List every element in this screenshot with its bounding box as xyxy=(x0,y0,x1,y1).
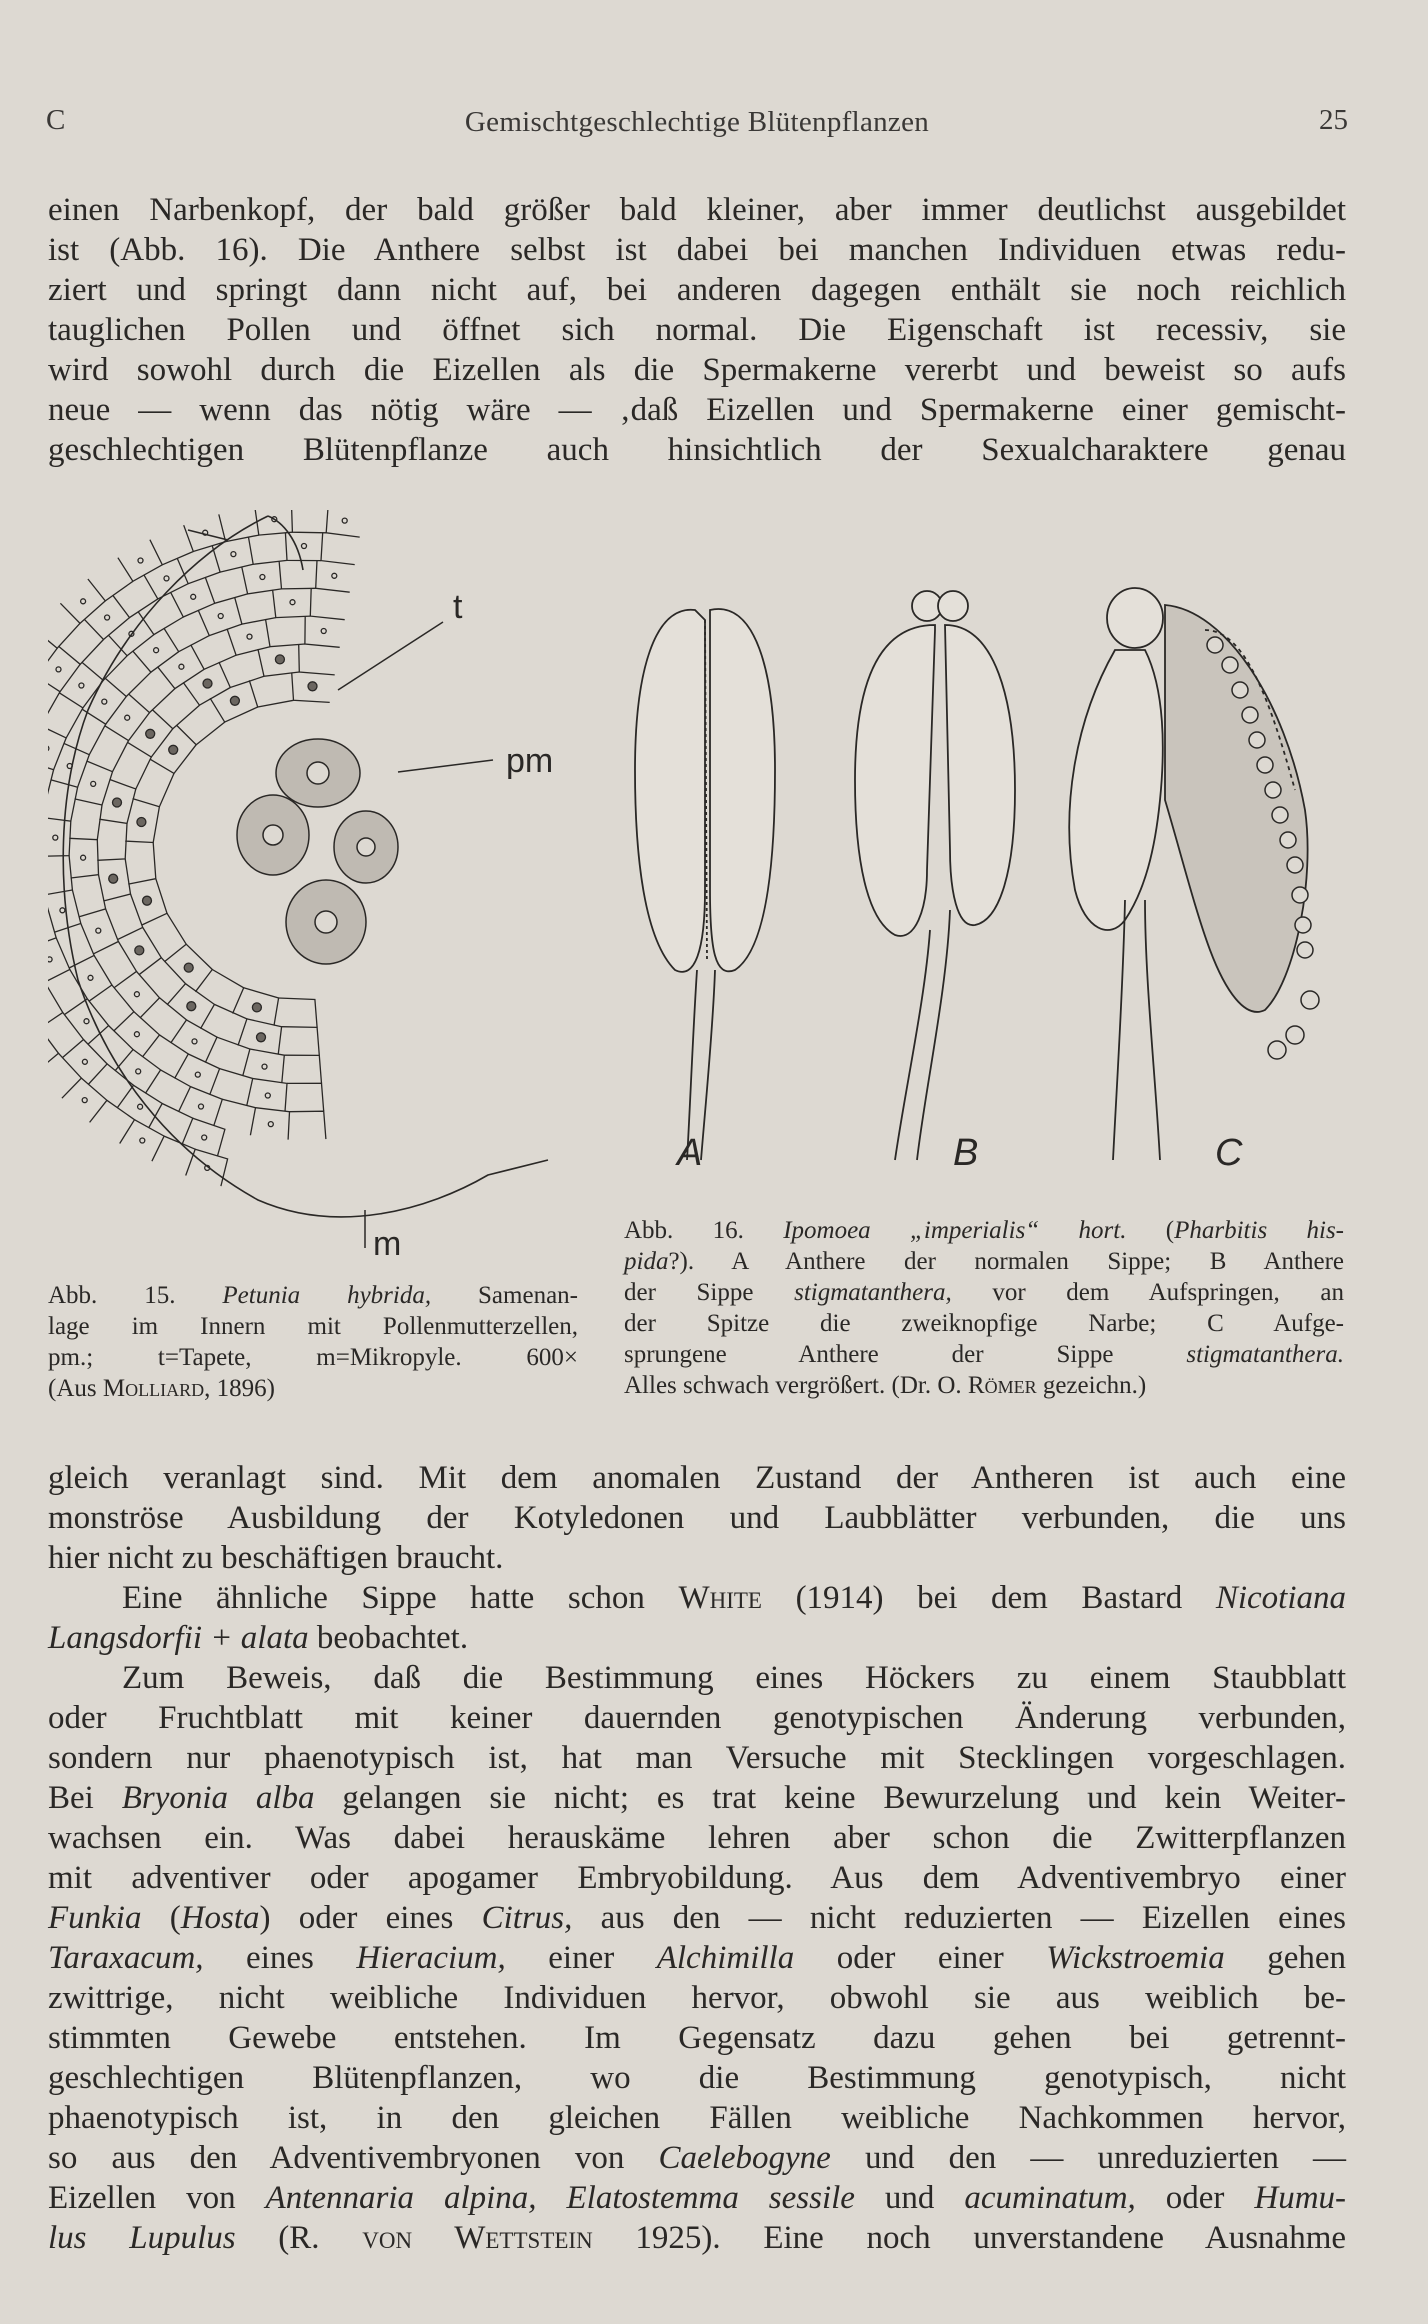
tissue-cell xyxy=(217,1037,250,1076)
tissue-cell xyxy=(138,612,183,635)
species-name: acuminatum, xyxy=(964,2180,1136,2216)
cell-nucleus xyxy=(290,600,295,605)
tissue-cell xyxy=(133,651,179,672)
pollen-grain xyxy=(1287,857,1303,873)
label-a: A xyxy=(677,1132,703,1174)
tissue-cell xyxy=(48,623,80,648)
caption-text: sprungene Anthere der Sippe xyxy=(624,1341,1187,1368)
cell-nucleus xyxy=(146,729,155,738)
tissue-cell xyxy=(212,970,243,1014)
label-m: m xyxy=(373,1225,402,1260)
cell-nucleus xyxy=(56,667,61,672)
cell-nucleus xyxy=(81,855,86,860)
cell-nucleus xyxy=(268,1122,273,1127)
tissue-cell xyxy=(188,1054,219,1095)
text-line xyxy=(48,1938,1346,1978)
species-name: Nicotiana xyxy=(1215,1580,1346,1616)
tissue-cell xyxy=(152,705,199,729)
cell-nucleus xyxy=(96,928,101,933)
caption-line: lage im Innern mit Pollenmutterzellen, xyxy=(48,1313,578,1340)
tissue-cell xyxy=(219,662,264,688)
figure-16-drawing xyxy=(605,550,1350,1180)
tissue-cell xyxy=(69,805,102,840)
section-letter: C xyxy=(46,104,66,136)
tissue-cell xyxy=(150,540,193,565)
tissue-cell xyxy=(161,958,185,1005)
tissue-cell xyxy=(64,969,87,1014)
tissue-cell xyxy=(158,667,205,689)
author-name: Römer xyxy=(967,1372,1037,1399)
tissue-cell xyxy=(110,757,152,789)
text-run: oder einer xyxy=(794,1940,1047,1976)
tissue-cell xyxy=(326,510,360,537)
text-run: oder xyxy=(1135,2180,1255,2216)
author-name: White xyxy=(678,1580,762,1616)
tissue-cell xyxy=(162,1104,193,1145)
cell-nucleus xyxy=(191,594,196,599)
tissue-cell xyxy=(109,1026,134,1071)
caption-figure-15 xyxy=(48,1280,578,1404)
text-line: sondern nur phaenotypisch ist, hat man Versuche mit Stecklingen vorgeschlagen. xyxy=(48,1740,1346,1776)
species-name: Hosta xyxy=(180,1900,260,1936)
tissue-cell xyxy=(176,722,224,745)
caption-figure-16 xyxy=(624,1215,1344,1401)
species-name: pida xyxy=(624,1248,669,1275)
cell-nucleus xyxy=(195,1072,200,1077)
tissue-cell xyxy=(310,588,344,620)
tissue-cell xyxy=(256,1108,290,1140)
text-run: gehen xyxy=(1224,1940,1346,1976)
cell-nucleus xyxy=(275,655,284,664)
text-line: wird sowohl durch die Eizellen als die Spermakerne vererbt und beweist so aufs xyxy=(48,352,1346,388)
species-name: Citrus, xyxy=(481,1900,573,1936)
caption-text: gezeichn.) xyxy=(1036,1372,1147,1399)
tissue-cell xyxy=(69,924,94,969)
tissue-cell xyxy=(75,772,113,805)
tissue-cell xyxy=(249,680,293,707)
caption-label: Abb. 16. xyxy=(624,1217,784,1244)
tissue-cell xyxy=(191,1087,223,1126)
tissue-cell xyxy=(105,672,151,696)
species-name: Funkia xyxy=(48,1900,142,1936)
species-name: Taraxacum, xyxy=(48,1940,204,1976)
text-line xyxy=(48,1618,1346,1658)
tissue-cell xyxy=(266,619,305,647)
tissue-cell xyxy=(84,618,129,640)
cell-nucleus xyxy=(308,682,317,691)
cell-network xyxy=(48,510,360,1186)
text-run: (R. xyxy=(235,2220,363,2256)
text-line xyxy=(48,1578,1346,1618)
cell-nucleus xyxy=(105,615,110,620)
cell-nucleus xyxy=(247,634,252,639)
tissue-cell xyxy=(87,999,108,1045)
tissue-cell xyxy=(113,595,158,617)
label-pm: pm xyxy=(506,742,554,780)
text-line: phaenotypisch ist, in den gleichen Fällen weibliche Nachkommen hervor, xyxy=(48,2100,1346,2136)
tissue-cell xyxy=(160,998,187,1043)
tissue-cell xyxy=(164,913,186,961)
tissue-cell xyxy=(107,1100,135,1143)
cell-nucleus xyxy=(134,992,139,997)
text-line xyxy=(48,2178,1346,2218)
page-number: 25 xyxy=(1319,104,1348,136)
pollen-grain xyxy=(1207,637,1223,653)
cell-nucleus xyxy=(48,746,49,751)
text-line xyxy=(48,1898,1346,1938)
text-line: oder Fruchtblatt mit keiner dauernden genotypischen Änderung verbunden, xyxy=(48,1700,1346,1736)
species-name: Langsdorfii + alata xyxy=(48,1620,309,1656)
tissue-cell xyxy=(48,692,60,722)
tissue-cell xyxy=(248,537,287,565)
cell-nucleus xyxy=(203,679,212,688)
pollen-grain xyxy=(1222,657,1238,673)
pollen-grain xyxy=(1295,917,1311,933)
cell-nucleus xyxy=(135,946,144,955)
pollen-grain xyxy=(1257,757,1273,773)
tissue-cell xyxy=(48,708,83,738)
text-run: einer xyxy=(505,1940,657,1976)
caption-text: ( xyxy=(1126,1217,1175,1244)
text-line xyxy=(48,2218,1346,2258)
pollen-grain xyxy=(1265,782,1281,798)
text-run: so aus den Adventivembryonen von xyxy=(48,2140,659,2176)
text-line: geschlechtigen Blütenpflanzen, wo die Bestimmung genotypisch, nicht xyxy=(48,2060,1346,2096)
text-line: einen Narbenkopf, der bald größer bald kleiner, aber immer deutlichst ausgebildet xyxy=(48,192,1346,228)
tissue-cell xyxy=(48,770,54,803)
tissue-cell xyxy=(195,1149,227,1186)
text-run: Eizellen von xyxy=(48,2180,266,2216)
tissue-cell xyxy=(48,856,72,895)
cell-nucleus xyxy=(321,629,326,634)
figure-15-drawing xyxy=(48,510,578,1260)
tissue-cell xyxy=(171,592,215,617)
text-line: gleich veranlagt sind. Mit dem anomalen Zustand der Antheren ist auch eine xyxy=(48,1460,1346,1496)
caption-text: Samenan- xyxy=(431,1282,578,1309)
cell-nucleus xyxy=(154,648,159,653)
strain-name: stigmatanthera. xyxy=(1186,1341,1344,1368)
cell-nucleus xyxy=(84,1019,89,1024)
cell-nucleus xyxy=(332,573,337,578)
cell-nucleus xyxy=(265,1093,270,1098)
cell-nucleus xyxy=(164,576,169,581)
tissue-cell xyxy=(292,510,327,533)
text-line: zwittrige, nicht weibliche Individuen hervor, obwohl sie aus weiblich be- xyxy=(48,1980,1346,2016)
cell-nucleus xyxy=(302,544,307,549)
tissue-cell xyxy=(62,1013,83,1058)
cell-nucleus xyxy=(169,745,178,754)
pollen-grain xyxy=(1280,832,1296,848)
cell-nucleus xyxy=(53,835,58,840)
species-name: Alchimilla xyxy=(656,1940,795,1976)
species-name: Caelebogyne xyxy=(658,2140,831,2176)
running-header xyxy=(46,104,1348,144)
cell-nucleus xyxy=(202,1135,207,1140)
tissue-cell xyxy=(305,616,340,647)
tissue-cell xyxy=(48,787,78,821)
tissue-cell xyxy=(48,664,80,691)
species-name: Hieracium, xyxy=(356,1940,506,1976)
species-name: Pharbitis his- xyxy=(1174,1217,1344,1244)
text-run: beobachtet. xyxy=(308,1620,469,1656)
tissue-cell xyxy=(112,985,134,1031)
tissue-cell xyxy=(48,938,70,982)
caption-text: ?). A Anthere der normalen Sippe; B Anthere xyxy=(668,1248,1344,1275)
text-line: neue — wenn das nötig wäre — ‚daß Eizellen und Spermakerne einer gemischt- xyxy=(48,392,1346,428)
species-name: Bryonia alba xyxy=(121,1780,315,1816)
species-name: Wickstroemia xyxy=(1046,1940,1225,1976)
tissue-cell xyxy=(279,561,316,589)
tissue-cell xyxy=(48,905,56,947)
cell-nucleus xyxy=(109,874,118,883)
tissue-cell xyxy=(282,1027,320,1056)
text-line xyxy=(48,1778,1346,1818)
pollen-grain xyxy=(1268,1041,1286,1059)
label-c: C xyxy=(1215,1132,1243,1174)
caption-line xyxy=(624,1215,1344,1246)
caption-line xyxy=(624,1339,1344,1370)
text-line: tauglichen Pollen und öffnet sich normal. Die Eigenschaft ist recessiv, sie xyxy=(48,312,1346,348)
caption-text: (Aus xyxy=(48,1375,103,1402)
tissue-cell xyxy=(128,843,156,885)
cell-nucleus xyxy=(179,664,184,669)
running-title: Gemischtgeschlechtige Blütenpflanzen xyxy=(464,106,930,138)
caption-line: pm.; t=Tapete, m=Mikropyle. 600× xyxy=(48,1344,578,1371)
cell-nucleus xyxy=(125,715,130,720)
text-line xyxy=(48,2138,1346,2178)
text-line: hier nicht zu beschäftigen braucht. xyxy=(48,1540,504,1576)
tissue-cell xyxy=(227,629,270,656)
tissue-cell xyxy=(133,1050,161,1094)
pollen-grain xyxy=(1301,991,1319,1009)
tissue-cell xyxy=(164,628,210,652)
cell-nucleus xyxy=(342,518,347,523)
cell-nucleus xyxy=(82,1098,87,1103)
text-run: (1914) bei dem Bastard xyxy=(761,1580,1216,1616)
top-paragraph xyxy=(48,190,1346,470)
caption-line xyxy=(624,1246,1344,1277)
cell-nucleus xyxy=(82,1059,87,1064)
caption-line xyxy=(48,1373,578,1404)
tissue-cell xyxy=(321,533,355,565)
label-t: t xyxy=(453,588,463,626)
cell-nucleus xyxy=(252,1003,261,1012)
species-name: Humu- xyxy=(1254,2180,1347,2216)
caption-text: Alles schwach vergrößert. (Dr. O. xyxy=(624,1372,968,1399)
cell-nucleus xyxy=(143,896,152,905)
tissue-cell xyxy=(59,1053,82,1098)
tissue-cell xyxy=(64,724,106,755)
cell-nucleus xyxy=(138,558,143,563)
text-line: Zum Beweis, daß die Bestimmung eines Höckers zu einem Staubblatt xyxy=(122,1660,1346,1696)
cell-nucleus xyxy=(136,1069,141,1074)
text-run: eines xyxy=(203,1940,357,1976)
text-line: monströse Ausbildung der Kotyledonen und Laubblätter verbunden, die uns xyxy=(48,1500,1346,1536)
text-run: und den — unreduzierten — xyxy=(830,2140,1346,2176)
species-name: Petunia hybrida, xyxy=(222,1282,432,1309)
tissue-cell xyxy=(48,738,66,770)
text-run: Eine ähnliche Sippe hatte schon xyxy=(122,1580,679,1616)
pollen-grain xyxy=(1272,807,1288,823)
tissue-cell xyxy=(51,755,90,788)
tissue-cell xyxy=(316,560,350,592)
tissue-cell xyxy=(88,579,133,601)
pollen-grain xyxy=(1292,887,1308,903)
text-run: ) oder eines xyxy=(259,1900,482,1936)
tissue-cell xyxy=(118,894,143,940)
cell-nucleus xyxy=(48,957,52,962)
tissue-cell xyxy=(118,558,162,582)
cell-nucleus xyxy=(79,683,84,688)
tissue-cell xyxy=(222,1099,255,1135)
cell-nucleus xyxy=(113,798,122,807)
cell-nucleus xyxy=(260,575,265,580)
tissue-cell xyxy=(205,577,247,603)
tissue-cell xyxy=(114,942,137,988)
cell-nucleus xyxy=(102,699,107,704)
text-line: ist (Abb. 16). Die Anthere selbst ist dabei bei manchen Individuen etwas redu- xyxy=(48,232,1346,268)
cell-nucleus xyxy=(88,975,93,980)
tissue-cell xyxy=(287,1083,324,1111)
pollen-grain xyxy=(1249,732,1265,748)
tissue-cell xyxy=(81,1078,107,1122)
tissue-cell xyxy=(214,1004,247,1045)
tissue-cell xyxy=(129,689,175,713)
tissue-cell xyxy=(235,597,276,624)
caption-line xyxy=(624,1370,1344,1401)
caption-text: der Sippe xyxy=(624,1279,795,1306)
text-run: gelangen sie nicht; es trat keine Bewurzelung und kein Weiter- xyxy=(314,1780,1347,1816)
cell-nucleus xyxy=(134,1032,139,1037)
tissue-cell xyxy=(48,821,71,856)
tissue-cell xyxy=(97,823,127,860)
cell-nucleus xyxy=(231,552,236,557)
tissue-cell xyxy=(219,514,259,541)
cell-nucleus xyxy=(257,1033,266,1042)
tissue-cell xyxy=(242,567,282,594)
cell-nucleus xyxy=(60,908,65,913)
tissue-cell xyxy=(48,983,63,1028)
caption-text: vor dem Aufspringen, an xyxy=(951,1279,1344,1306)
cell-nucleus xyxy=(138,1104,143,1109)
tissue-cell xyxy=(48,1026,59,1071)
tissue-cell xyxy=(79,875,106,917)
tissue-cell xyxy=(93,909,118,954)
cell-nucleus xyxy=(140,1138,145,1143)
anther-c xyxy=(1069,588,1307,1160)
cell-nucleus xyxy=(91,781,96,786)
cell-nucleus xyxy=(218,614,223,619)
author-name: Molliard xyxy=(102,1375,205,1402)
cell-nucleus xyxy=(199,1104,204,1109)
pollen-grain xyxy=(1297,942,1313,958)
tissue-cell xyxy=(59,640,104,665)
text-line: geschlechtigen Blütenpflanze auch hinsichtlich der Sexualcharaktere genau xyxy=(48,432,1346,468)
caption-line: der Spitze die zweiknopfige Narbe; C Aufge- xyxy=(624,1310,1344,1337)
cell-nucleus xyxy=(192,1039,197,1044)
pollen-grain xyxy=(1232,682,1248,698)
text-run: aus den — nicht reduzierten — Eizellen eines xyxy=(572,1900,1346,1936)
tissue-cell xyxy=(133,773,174,806)
tissue-cell xyxy=(144,575,188,599)
pollen-mother-cells xyxy=(237,739,398,964)
species-name: Antennaria alpina, Elatostemma sessile xyxy=(265,2180,855,2216)
text-run: 1925). Eine noch unverstandene Ausnahme xyxy=(592,2220,1347,2256)
caption-text: , 1896) xyxy=(204,1375,275,1402)
cell-nucleus xyxy=(262,1064,267,1069)
tissue-cell xyxy=(48,648,57,675)
caption-label: Abb. 15. xyxy=(48,1282,223,1309)
tissue-cell xyxy=(108,635,154,656)
pollen-grain xyxy=(1286,1026,1304,1044)
tissue-cell xyxy=(212,545,253,572)
body-text xyxy=(48,1458,1346,2258)
cell-nucleus xyxy=(81,599,86,604)
tissue-cell xyxy=(87,741,129,772)
species-name: Ipomoea „imperialis“ hort. xyxy=(783,1217,1127,1244)
tissue-cell xyxy=(290,1111,326,1139)
text-run: Bei xyxy=(48,1780,122,1816)
pollen-grain xyxy=(1242,707,1258,723)
cell-nucleus xyxy=(230,696,239,705)
text-line: ziert und springt dann nicht auf, bei anderen dagegen enthält sie noch reichlich xyxy=(48,272,1346,308)
caption-line xyxy=(48,1280,578,1311)
cell-nucleus xyxy=(187,1002,196,1011)
author-name: von Wettstein xyxy=(362,2220,593,2256)
species-name: lus Lupulus xyxy=(48,2220,236,2256)
text-line: stimmten Gewebe entstehen. Im Gegensatz dazu gehen bei getrennt- xyxy=(48,2020,1346,2056)
caption-line xyxy=(624,1277,1344,1308)
tissue-cell xyxy=(284,1055,321,1083)
tissue-cell xyxy=(279,998,318,1027)
text-line: mit adventiver oder apogamer Embryobildung. Aus dem Adventivembryo einer xyxy=(48,1860,1346,1896)
strain-name: stigmatanthera, xyxy=(794,1279,952,1306)
cell-nucleus xyxy=(184,963,193,972)
text-run: und xyxy=(854,2180,965,2216)
tissue-cell xyxy=(273,590,311,618)
text-line: wachsen ein. Was dabei herauskäme lehren aber schon die Zwitterpflanzen xyxy=(48,1820,1346,1856)
tissue-cell xyxy=(134,1012,160,1057)
text-run: ( xyxy=(141,1900,181,1936)
tissue-cell xyxy=(191,645,236,670)
label-b: B xyxy=(953,1132,979,1174)
tissue-cell xyxy=(299,644,335,675)
tissue-cell xyxy=(164,1136,195,1175)
anther-b xyxy=(855,591,1015,1160)
anther-a xyxy=(635,609,775,1160)
cell-nucleus xyxy=(137,818,146,827)
